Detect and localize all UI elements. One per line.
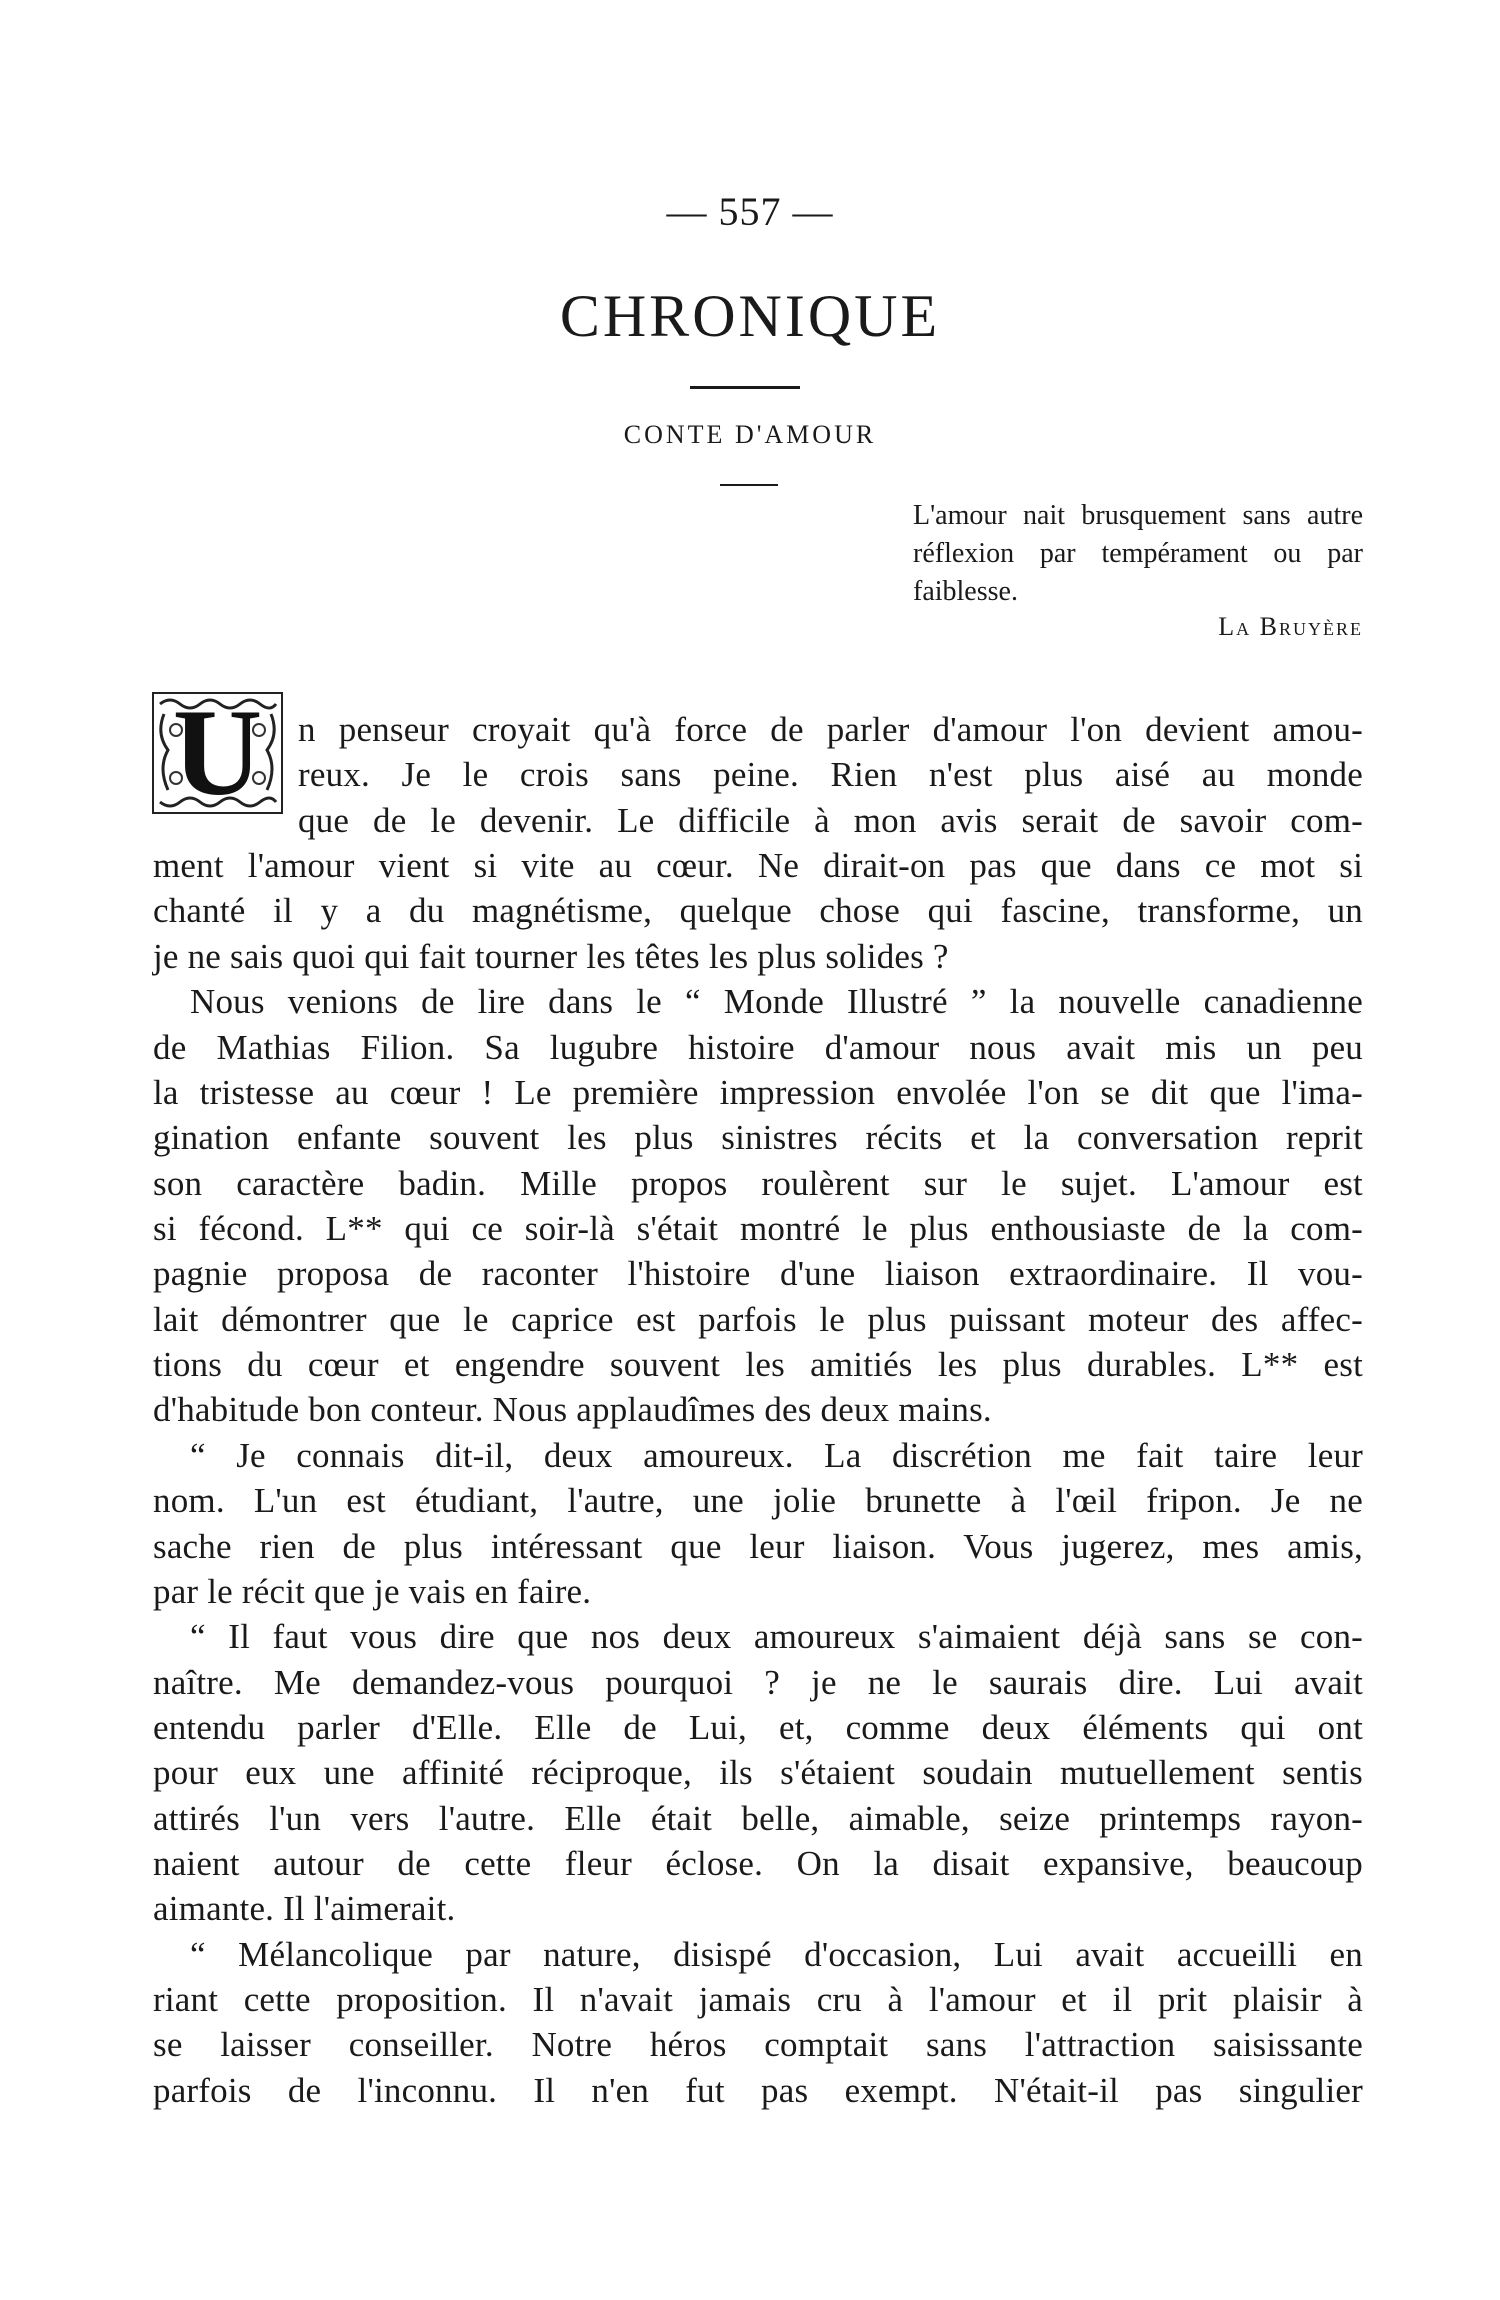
body-line: se laisser conseiller. Notre héros comptait sans l'attraction saisissante <box>153 2025 1363 2064</box>
body-line: chanté il y a du magnétisme, quelque chose qui fascine, transforme, un <box>153 891 1363 930</box>
body-line: gination enfante souvent les plus sinistres récits et la conversation reprit <box>153 1118 1363 1157</box>
body-line: de Mathias Filion. Sa lugubre histoire d'amour nous avait mis un peu <box>153 1028 1363 1067</box>
body-line: riant cette proposition. Il n'avait jamais cru à l'amour et il prit plaisir à <box>153 1980 1363 2019</box>
body-line: son caractère badin. Mille propos roulèrent sur le sujet. L'amour est <box>153 1164 1363 1203</box>
drop-cap-letter: U <box>172 684 263 821</box>
epigraph-quote: L'amour nait brusquement sans autre réflexion par tempérament ou par faiblesse. <box>913 500 1363 607</box>
body-line: attirés l'un vers l'autre. Elle était belle, aimable, seize printemps rayon- <box>153 1799 1363 1838</box>
body-line: nom. L'un est étudiant, l'autre, une jolie brunette à l'œil fripon. Je ne <box>153 1481 1363 1520</box>
body-line: entendu parler d'Elle. Elle de Lui, et, comme deux éléments qui ont <box>153 1708 1363 1747</box>
body-line: pour eux une affinité réciproque, ils s'étaient soudain mutuellement sentis <box>153 1753 1363 1792</box>
body-line: reux. Je le crois sans peine. Rien n'est plus aisé au monde <box>298 755 1363 794</box>
body-line: parfois de l'inconnu. Il n'en fut pas exempt. N'était-il pas singulier <box>153 2071 1363 2110</box>
body-line: “ Il faut vous dire que nos deux amoureux s'aimaient déjà sans se con- <box>190 1617 1363 1656</box>
chapter-title: CHRONIQUE <box>559 283 941 349</box>
body-line: “ Mélancolique par nature, disispé d'occasion, Lui avait accueilli en <box>190 1935 1363 1974</box>
body-line: “ Je connais dit-il, deux amoureux. La discrétion me fait taire leur <box>190 1436 1363 1475</box>
body-line: sache rien de plus intéressant que leur liaison. Vous jugerez, mes amis, <box>153 1527 1363 1566</box>
page-number: — 557 — <box>666 189 834 234</box>
story-subtitle: CONTE D'AMOUR <box>623 420 877 449</box>
body-line: naient autour de cette fleur éclose. On la disait expansive, beaucoup <box>153 1844 1363 1883</box>
ornate-drop-cap <box>150 684 285 821</box>
body-line: ment l'amour vient si vite au cœur. Ne dirait-on pas que dans ce mot si <box>153 846 1363 885</box>
title-divider <box>690 386 800 389</box>
body-line: n penseur croyait qu'à force de parler d'amour l'on devient amou- <box>298 710 1363 749</box>
body-line: naître. Me demandez-vous pourquoi ? je ne le saurais dire. Lui avait <box>153 1663 1363 1702</box>
epigraph-attribution: La Bruyère <box>1218 612 1363 641</box>
subtitle-divider <box>720 484 778 486</box>
body-line: par le récit que je vais en faire. <box>153 1572 592 1611</box>
body-line: aimante. Il l'aimerait. <box>153 1889 456 1928</box>
body-line: tions du cœur et engendre souvent les amitiés les plus durables. L** est <box>153 1345 1363 1384</box>
body-line: Nous venions de lire dans le “ Monde Illustré ” la nouvelle canadienne <box>190 982 1363 1021</box>
body-line: que de le devenir. Le difficile à mon avis serait de savoir com- <box>298 801 1363 840</box>
body-line: pagnie proposa de raconter l'histoire d'une liaison extraordinaire. Il vou- <box>153 1254 1363 1293</box>
body-line: si fécond. L** qui ce soir-là s'était montré le plus enthousiaste de la com- <box>153 1209 1363 1248</box>
body-line: lait démontrer que le caprice est parfois le plus puissant moteur des affec- <box>153 1300 1363 1339</box>
body-line: la tristesse au cœur ! Le première impression envolée l'on se dit que l'ima- <box>153 1073 1363 1112</box>
body-line: d'habitude bon conteur. Nous applaudîmes des deux mains. <box>153 1390 992 1429</box>
body-line: je ne sais quoi qui fait tourner les têtes les plus solides ? <box>153 937 949 976</box>
